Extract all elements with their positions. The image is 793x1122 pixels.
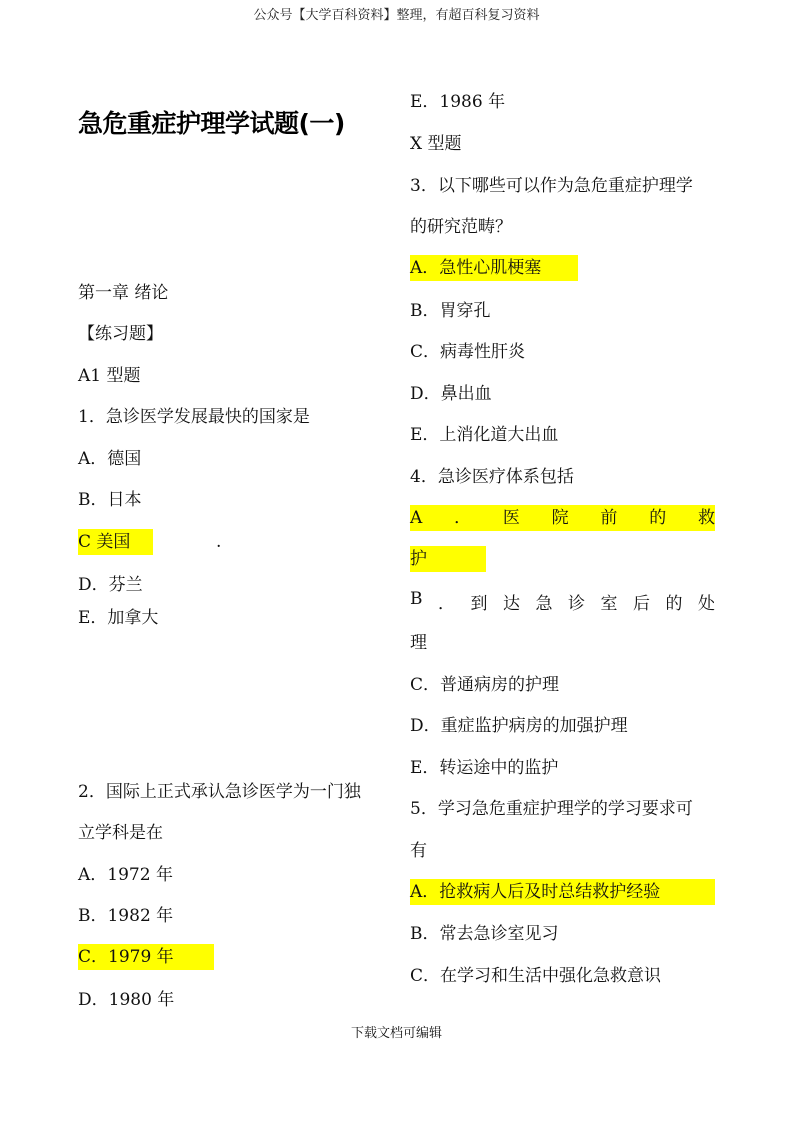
- q3-option-a-highlighted: A．急性心肌梗塞: [410, 255, 578, 281]
- q4-option-d: D．重症监护病房的加强护理: [410, 716, 628, 736]
- q5-option-c: C．在学习和生活中强化急救意识: [410, 966, 662, 986]
- q3-question-line2: 的研究范畴？: [410, 217, 512, 237]
- q4-option-e: E．转运途中的监护: [410, 758, 559, 778]
- q1-option-e: E．加拿大: [78, 608, 159, 628]
- q4-option-a-highlighted: A ． 医 院 前 的 救: [410, 505, 715, 531]
- q5-question-line2: 有: [410, 841, 427, 861]
- q3-option-c: C．病毒性肝炎: [410, 342, 526, 362]
- q1-option-c-highlighted: C 美国: [78, 529, 153, 555]
- q4-option-a-tail-highlighted: 护: [410, 546, 486, 572]
- q3-option-b: B．胃穿孔: [410, 301, 491, 321]
- document-title: 急危重症护理学试题(一): [78, 109, 345, 138]
- q2-option-c-highlighted: C．1979 年: [78, 944, 214, 970]
- q2-option-e: E．1986 年: [410, 92, 506, 112]
- q5-option-b: B．常去急诊室见习: [410, 924, 559, 944]
- q1-option-d: D．芬兰: [78, 575, 143, 595]
- question-type-a1: A1 型题: [78, 366, 141, 386]
- q1-question: 1．急诊医学发展最快的国家是: [78, 407, 310, 427]
- q2-option-d: D．1980 年: [78, 990, 175, 1010]
- q4-option-b-tail: 理: [410, 633, 427, 653]
- q2-question-line1: 2．国际上正式承认急诊医学为一门独: [78, 782, 361, 802]
- q3-question-line1: 3．以下哪些可以作为急危重症护理学: [410, 176, 693, 196]
- q3-option-e: E．上消化道大出血: [410, 425, 559, 445]
- q3-option-d: D．鼻出血: [410, 384, 492, 404]
- question-type-x: X 型题: [410, 134, 462, 154]
- q5-question-line1: 5．学习急危重症护理学的学习要求可: [410, 799, 693, 819]
- q2-question-line2: 立学科是在: [78, 823, 163, 843]
- q1-option-b: B．日本: [78, 490, 142, 510]
- chapter-heading: 第一章 绪论: [78, 283, 169, 303]
- stray-dot: .: [216, 532, 222, 552]
- practice-heading: 【练习题】: [78, 324, 163, 344]
- footer-note: 下载文档可编辑: [350, 1026, 442, 1041]
- q5-option-a-highlighted: A．抢救病人后及时总结救护经验: [410, 879, 715, 905]
- q4-option-b: B ． 到 达 急 诊 室 后 的 处: [410, 589, 715, 614]
- header-note: 公众号【大学百科资料】整理，有超百科复习资料: [253, 8, 540, 23]
- q1-option-a: A．德国: [78, 449, 142, 469]
- q2-option-b: B．1982 年: [78, 906, 174, 926]
- q4-option-c: C．普通病房的护理: [410, 675, 560, 695]
- q2-option-a: A．1972 年: [78, 865, 173, 885]
- q4-question: 4．急诊医疗体系包括: [410, 467, 574, 487]
